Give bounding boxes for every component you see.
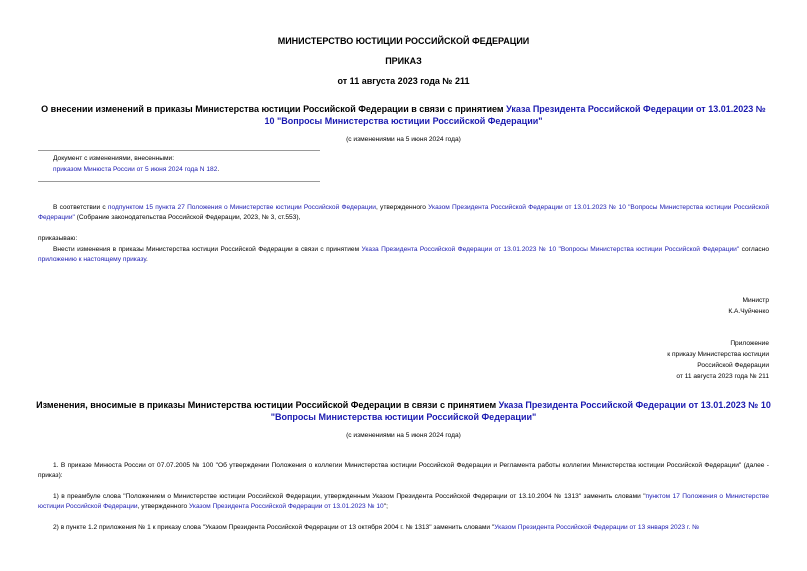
amendment-link[interactable]: приказом Минюста России от 5 июня 2024 года N 182 [53, 166, 218, 173]
signature-name: К.А.Чуйченко [728, 308, 769, 315]
appendix-note-line-2: к приказу Министерства юстиции [667, 351, 769, 358]
divider-top [38, 150, 320, 151]
preamble-text-2: , утвержденного [376, 204, 429, 211]
amendment-line [53, 165, 219, 175]
order-text-1: Внести изменения в приказы Министерства юстиции Российской Федерации в связи с принятием [53, 246, 362, 253]
amendment-label: Документ с изменениями, внесенными: [53, 155, 175, 162]
item-2-link-1[interactable]: пунктом 17 Положения о Министерстве юстиции Российской Федерации [38, 493, 769, 510]
amended-note: (с изменениями на 5 июня 2024 года) [346, 136, 461, 143]
appendix-amended-note: (с изменениями на 5 июня 2024 года) [346, 432, 461, 439]
divider-bottom [38, 181, 320, 182]
signature-position: Министр [742, 297, 769, 304]
item-2-text-1: 1) в преамбуле слова "Положением о Министерстве юстиции Российской Федерации, утвержденным Указом Президента Российской Федерации от 13.10.2004 № 1313" заменить словами " [53, 493, 646, 500]
document-title-link[interactable]: Указа Президента Российской Федерации от 13.01.2023 № 10 "Вопросы Министерства юстиции Российской Федерации" [264, 104, 766, 126]
orders-word: приказываю: [38, 235, 78, 242]
appendix-title-text: Изменения, вносимые в приказы Министерства юстиции Российской Федерации в связи с принятием [36, 400, 499, 410]
item-2-text-3: "; [383, 503, 388, 510]
ministry-heading: МИНИСТЕРСТВО ЮСТИЦИИ РОССИЙСКОЙ ФЕДЕРАЦИИ [277, 36, 530, 46]
preamble-paragraph [38, 203, 769, 223]
item-3-text-1: 2) в пункте 1.2 приложения № 1 к приказу слова "Указом Президента Российской Федерации от 13 октября 2004 г. № 1313" заменить словами " [53, 524, 495, 531]
appendix-note-line-4: от 11 августа 2023 года № 211 [676, 373, 769, 380]
appendix-note-line-1: Приложение [730, 340, 769, 347]
item-2-text-2: , утвержденного [137, 503, 190, 510]
order-link-2[interactable]: приложению к настоящему приказу [38, 256, 147, 263]
doc-date-number: от 11 августа 2023 года № 211 [337, 76, 470, 86]
order-text-2: согласно [739, 246, 769, 253]
item-1: 1. В приказе Минюста России от 07.07.2005 № 100 "Об утверждении Положения о коллегии Министерства юстиции Российской Федерации и Регламента работы коллегии Министерства юстиции Российской Федерации" (далее - приказ): [38, 462, 769, 479]
item-2 [38, 492, 769, 512]
order-paragraph [38, 245, 769, 265]
preamble-link-2[interactable]: Указом Президента Российской Федерации от 13.01.2023 № 10 "Вопросы Министерства юстиции Российской Федерации" [38, 204, 769, 221]
appendix-title-link[interactable]: Указа Президента Российской Федерации от 13.01.2023 № 10 "Вопросы Министерства юстиции Российской Федерации" [270, 400, 771, 422]
preamble-link-1[interactable]: подпунктом 15 пункта 27 Положения о Министерстве юстиции Российской Федерации [107, 204, 376, 211]
preamble-text-3: (Собрание законодательства Российской Федерации, 2023, № 3, ст.553), [74, 214, 301, 221]
document-title [36, 104, 771, 127]
order-text-3: . [146, 256, 148, 263]
document-title-text: О внесении изменений в приказы Министерства юстиции Российской Федерации в связи с принятием [41, 104, 507, 114]
appendix-note-line-3: Российской Федерации [697, 362, 769, 369]
item-2-link-2[interactable]: Указом Президента Российской Федерации от 13.01.2023 № 10 [189, 503, 384, 510]
amendment-end: . [217, 166, 220, 173]
item-3 [38, 523, 769, 533]
order-link-1[interactable]: Указа Президента Российской Федерации от 13.01.2023 № 10 "Вопросы Министерства юстиции Российской Федерации" [361, 246, 740, 253]
preamble-text-1: В соответствии с [53, 204, 108, 211]
appendix-title [36, 400, 771, 423]
doc-type-heading: ПРИКАЗ [385, 56, 422, 66]
item-3-link-1[interactable]: Указом Президента Российской Федерации от 13 января 2023 г. № [494, 524, 700, 531]
